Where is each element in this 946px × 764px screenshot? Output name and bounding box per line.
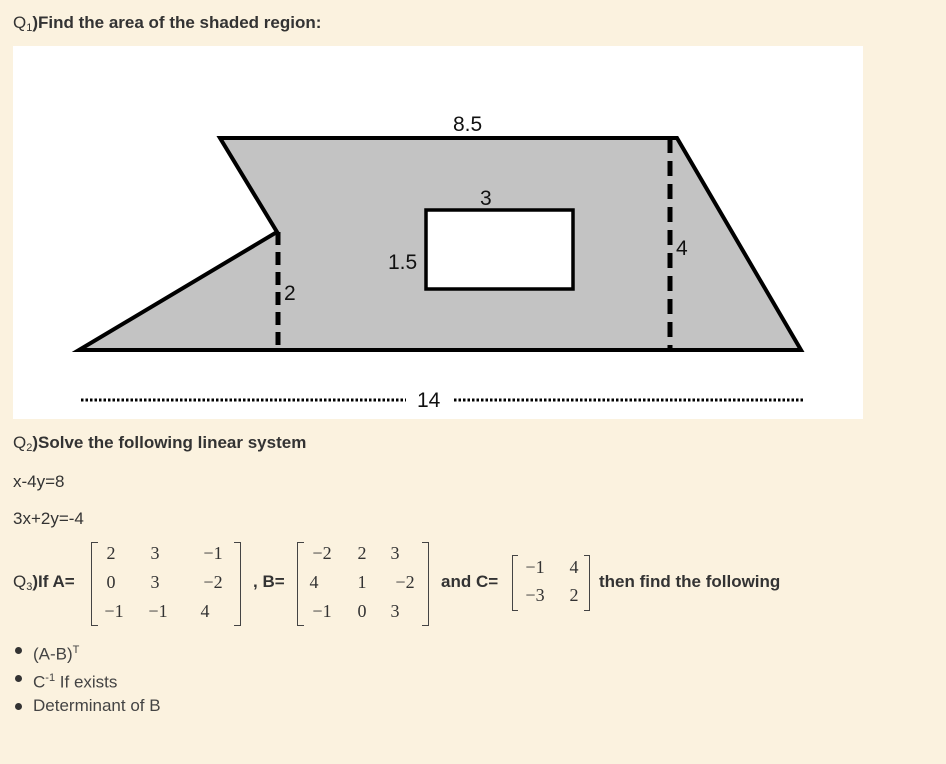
bullet	[15, 675, 22, 682]
matrix-a-cell: −2	[203, 572, 223, 592]
matrix-b-cell: 3	[390, 601, 400, 621]
figure-svg	[13, 46, 863, 419]
matrix-b-cell: 3	[390, 543, 400, 563]
label-left-height: 2	[284, 282, 296, 305]
matrix-a-cell: −1	[203, 543, 223, 563]
matrix-b-cell: −1	[312, 601, 332, 621]
matrix-b-right-bracket	[422, 542, 429, 626]
matrix-b-cell: 1	[357, 572, 367, 592]
c-label: and C=	[441, 572, 499, 591]
q2-number: 2	[26, 442, 33, 454]
q3-tail-text: then find the following	[599, 572, 781, 591]
q1-text: )Find the area of the shaded region:	[32, 13, 322, 32]
matrix-c	[512, 552, 592, 612]
matrix-b-cell: 0	[357, 601, 367, 621]
matrix-a-cell: 2	[106, 543, 116, 563]
b-label: , B=	[253, 572, 285, 591]
q3-prefix: Q	[13, 572, 27, 591]
question-1-title	[13, 13, 321, 34]
matrix-a-right-bracket	[234, 542, 241, 626]
task-item-inverse	[13, 664, 161, 692]
matrix-b-cell: 4	[309, 572, 319, 592]
label-right-height: 4	[676, 237, 688, 260]
matrix-b-cell: −2	[312, 543, 332, 563]
equation-2: 3x+2y=-4	[13, 509, 84, 528]
matrix-b-cell: 2	[357, 543, 367, 563]
label-rect-width: 3	[480, 187, 492, 210]
question-3-title	[13, 572, 75, 593]
q2-prefix: Q	[13, 433, 27, 452]
label-base-length: 14	[417, 389, 441, 412]
task-text: (A-B)	[33, 644, 73, 664]
matrix-a-cell: 3	[150, 572, 160, 592]
label-rect-height: 1.5	[388, 251, 418, 274]
task-item-transpose	[13, 636, 161, 664]
matrix-c-cell: 2	[569, 585, 579, 605]
equation-1: x-4y=8	[13, 472, 65, 491]
question-2-title	[13, 433, 306, 454]
matrix-a-cell: −1	[148, 601, 168, 621]
matrix-a-cell: 0	[106, 572, 116, 592]
task-text: C	[33, 672, 46, 692]
task-text-after: If exists	[55, 672, 118, 692]
q1-prefix: Q	[13, 13, 27, 32]
matrix-c-cell: −3	[525, 585, 545, 605]
matrix-a-cell: −1	[104, 601, 124, 621]
matrix-c-right-bracket	[584, 555, 590, 611]
matrix-a-cell: 4	[200, 601, 210, 621]
task-superscript: -1	[45, 672, 56, 684]
task-list	[13, 636, 161, 720]
matrix-c-cell: −1	[525, 557, 545, 577]
q3-number: 3	[26, 581, 33, 593]
q1-number: 1	[26, 22, 33, 34]
q3-text: )If A=	[32, 572, 75, 591]
task-superscript: T	[72, 644, 80, 656]
q2-text: )Solve the following linear system	[32, 433, 307, 452]
bullet	[15, 647, 22, 654]
inner-rectangle	[426, 210, 573, 289]
bullet	[15, 703, 22, 710]
matrix-c-cell: 4	[569, 557, 579, 577]
matrix-b-cell: −2	[395, 572, 415, 592]
task-item-determinant	[13, 692, 161, 720]
shaded-region-figure	[13, 46, 863, 419]
task-text: Determinant of B	[33, 696, 161, 715]
matrix-a	[91, 540, 246, 628]
label-top-length: 8.5	[453, 113, 483, 136]
matrix-a-cell: 3	[150, 543, 160, 563]
matrix-b	[297, 540, 437, 628]
